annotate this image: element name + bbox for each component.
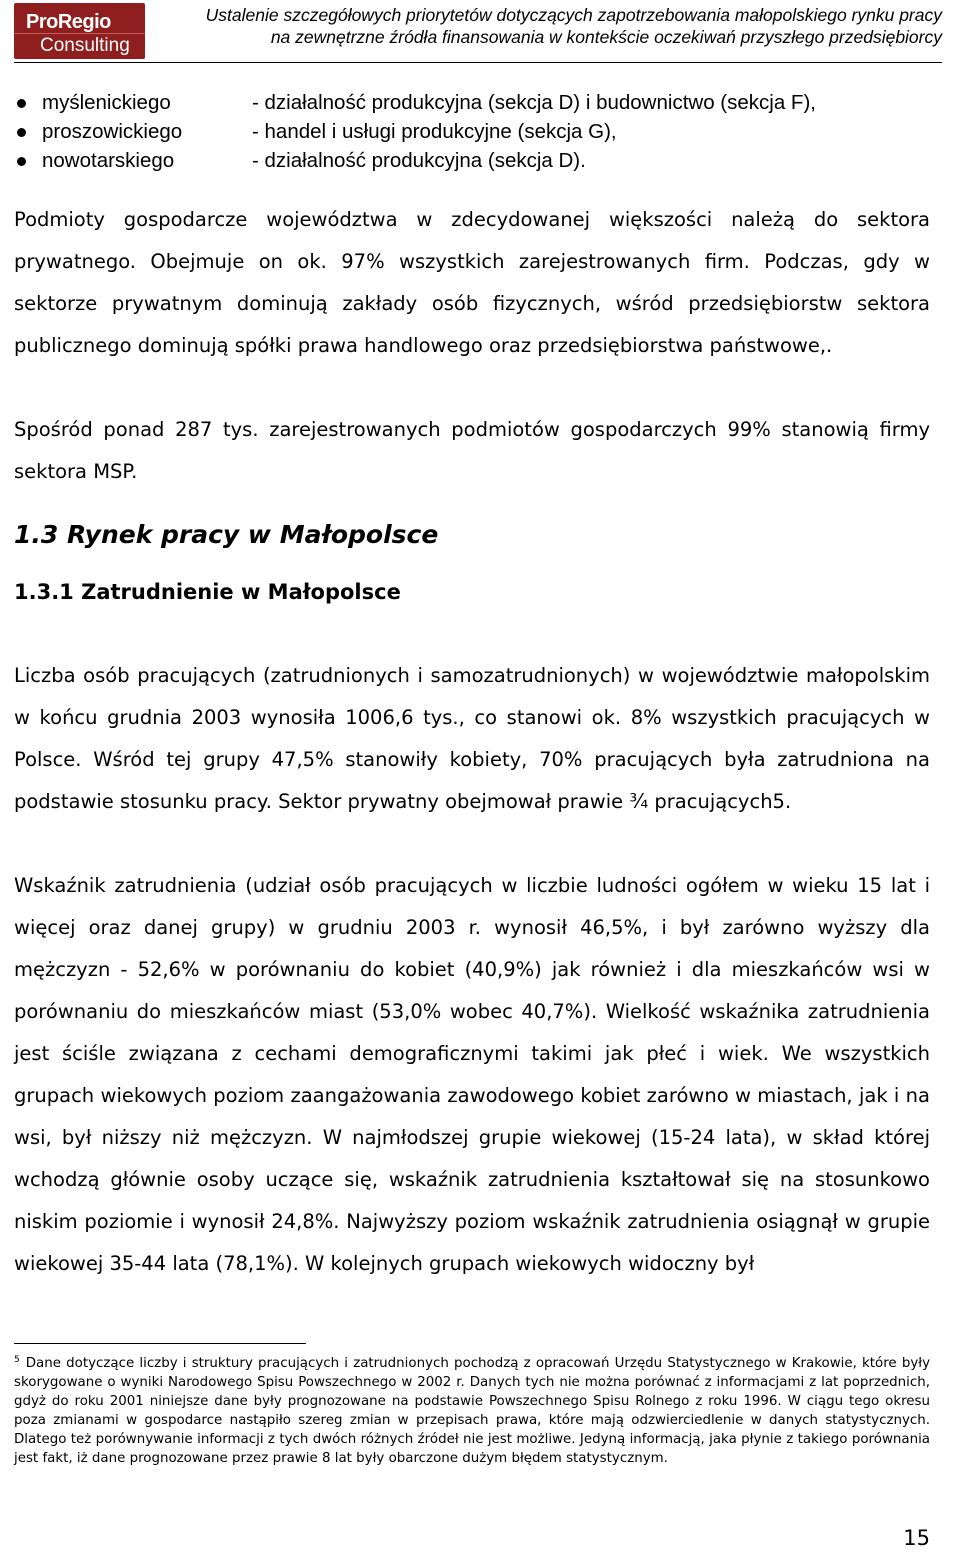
bullet-icon bbox=[17, 128, 26, 137]
logo-text-proregio: ProRegio bbox=[26, 11, 111, 33]
footnote bbox=[14, 1351, 930, 1468]
section-heading: 1.3 Rynek pracy w Małopolsce bbox=[14, 520, 439, 549]
county-sector: - działalność produkcyjna (sekcja D). bbox=[252, 149, 586, 172]
header-rule bbox=[14, 62, 942, 63]
footnote-text: Dane dotyczące liczby i struktury pracujących i zatrudnionych pochodzą z opracowań Urzędu Statystycznego w Krakowie, które były skorygowane o wyniki Narodowego Spisu Powszechnego w 2002 r. Danych tych nie można porównać z informacjami z lat poprzednich, gdyż do roku 2001 niniejsze dane były prognozowane na podstawie Powszechnego Spisu Rolnego z roku 1996. W ciągu tego okresu poza zmianami w gospodarce nastąpiło szereg zmian w przepisach prawa, które mają odzwierciedlenie w danych statystycznych. Dlatego też porównywanie informacji z tych dwóch różnych źródeł nie jest możliwe. Jedyną informacją, jaka płynie z takiego porównania jest fakt, iż dane prognozowane przez prawie 8 lat były obarczone dużym błędem statystycznym. bbox=[14, 1356, 930, 1466]
paragraph-private-sector: Podmioty gospodarcze województwa w zdecydowanej większości należą do sektora prywatnego. Obejmuje on ok. 97% wszystkich zarejestrowanych firm. Podczas, gdy w sektorze prywatnym dominują zakłady osób fizycznych, wśród przedsiębiorstw sektora publicznego dominują spółki prawa handlowego oraz przedsiębiorstwa państwowe,. bbox=[14, 208, 930, 357]
header-title-line1: Ustalenie szczegółowych priorytetów dotyczących zapotrzebowania małopolskiego rynku pracy bbox=[205, 5, 942, 25]
footnote-mark: 5 bbox=[14, 1355, 20, 1365]
footnote-rule bbox=[14, 1343, 306, 1344]
paragraph-msp: Spośród ponad 287 tys. zarejestrowanych podmiotów gospodarczych 99% stanowią firmy sektora MSP. bbox=[14, 418, 930, 483]
county-name: proszowickiego bbox=[42, 120, 183, 143]
subsection-heading: 1.3.1 Zatrudnienie w Małopolsce bbox=[14, 580, 401, 604]
bullet-icon bbox=[17, 157, 26, 166]
header-title bbox=[162, 4, 942, 48]
county-name: nowotarskiego bbox=[42, 149, 175, 172]
header-title-line2: na zewnętrzne źródła finansowania w kontekście oczekiwań przyszłego przedsiębiorcy bbox=[270, 27, 942, 47]
county-sector: - działalność produkcyjna (sekcja D) i budownictwo (sekcja F), bbox=[252, 91, 816, 114]
logo-text-consulting: Consulting bbox=[40, 35, 130, 56]
list-item bbox=[14, 117, 934, 146]
page-header bbox=[0, 0, 960, 64]
bullet-icon bbox=[17, 99, 26, 108]
county-name: myślenickiego bbox=[42, 91, 171, 114]
logo-divider bbox=[14, 33, 145, 34]
list-item bbox=[14, 88, 934, 117]
list-item bbox=[14, 146, 934, 175]
paragraph-employment: Liczba osób pracujących (zatrudnionych i samozatrudnionych) w województwie małopolskim w końcu grudnia 2003 wynosiła 1006,6 tys., co stanowi ok. 8% wszystkich pracujących w Polsce. Wśród tej grupy 47,5% stanowiły kobiety, 70% pracujących była zatrudniona na podstawie stosunku pracy. Sektor prywatny obejmował prawie ¾ pracujących5. bbox=[14, 664, 930, 813]
page-number: 15 bbox=[903, 1526, 930, 1550]
county-bullet-list bbox=[14, 88, 934, 175]
paragraph-employment-rate: Wskaźnik zatrudnienia (udział osób pracujących w liczbie ludności ogółem w wieku 15 lat i więcej oraz danej grupy) w grudniu 2003 r. wynosił 46,5%, i był zarówno wyższy dla mężczyzn - 52,6% w porównaniu do kobiet (40,9%) jak również i dla mieszkańców wsi w porównaniu do mieszkańców miast (53,0% wobec 40,7%). Wielkość wskaźnika zatrudnienia jest ściśle związana z cechami demograficznymi takimi jak płeć i wiek. We wszystkich grupach wiekowych poziom zaangażowania zawodowego kobiet zarówno w miastach, jak i na wsi, był niższy niż mężczyzn. W najmłodszej grupie wiekowej (15-24 lata), w skład której wchodzą głównie osoby uczące się, wskaźnik zatrudnienia kształtował się na stosunkowo niskim poziomie i wynosił 24,8%. Najwyższy poziom wskaźnik zatrudnienia osiągnął w grupie wiekowej 35-44 lata (78,1%). W kolejnych grupach wiekowych widoczny był bbox=[14, 874, 930, 1275]
proregio-logo bbox=[14, 3, 145, 59]
county-sector: - handel i usługi produkcyjne (sekcja G), bbox=[252, 120, 617, 143]
